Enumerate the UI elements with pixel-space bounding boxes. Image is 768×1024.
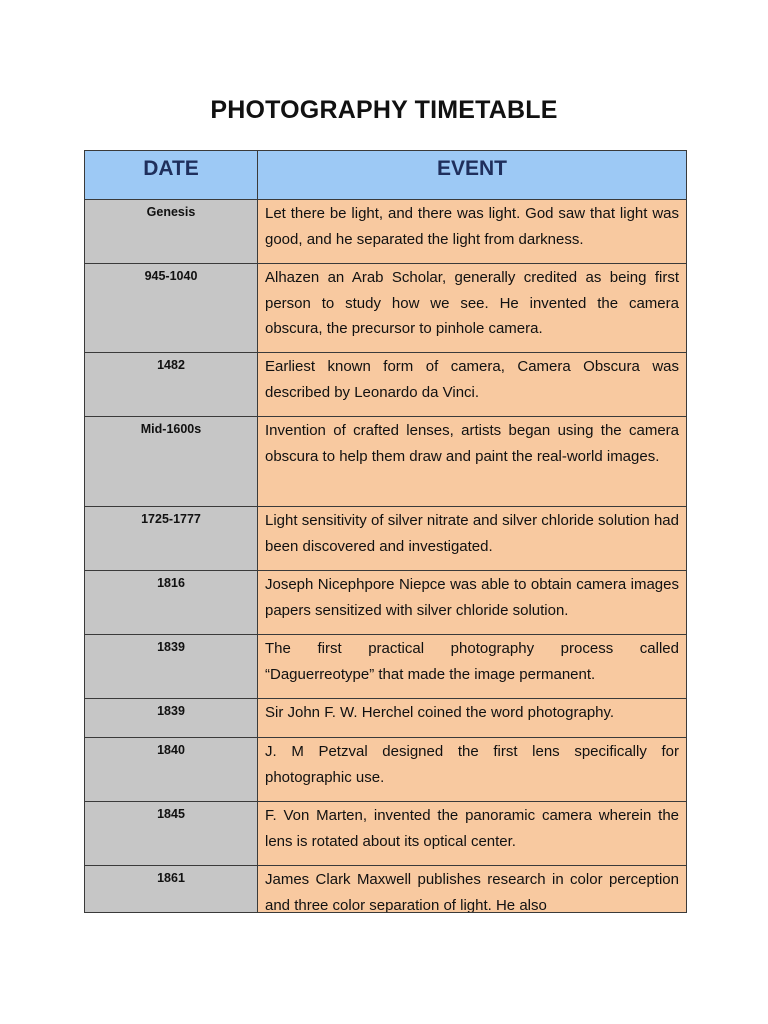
table-header-row — [85, 151, 687, 200]
date-cell: 1725-1777 — [85, 507, 258, 571]
timeline-table — [84, 150, 687, 913]
page-title: PHOTOGRAPHY TIMETABLE — [210, 96, 558, 124]
table-row — [85, 200, 687, 264]
event-cell — [258, 866, 687, 913]
event-cell: Invention of crafted lenses, artists began using the camera obscura to help them draw and paint the real-world images. — [258, 417, 687, 507]
event-cell: Alhazen an Arab Scholar, generally credited as being first person to study how we see. He invented the camera obscura, the precursor to pinhole camera. — [258, 264, 687, 353]
table-row — [85, 802, 687, 866]
date-cell: 1839 — [85, 635, 258, 699]
date-cell: Mid-1600s — [85, 417, 258, 507]
date-cell: Genesis — [85, 200, 258, 264]
date-cell: 945-1040 — [85, 264, 258, 353]
table-row — [85, 571, 687, 635]
date-cell: 1861 — [85, 866, 258, 913]
table-row — [85, 264, 687, 353]
date-column-header: DATE — [85, 151, 258, 200]
event-cell: Earliest known form of camera, Camera Obscura was described by Leonardo da Vinci. — [258, 353, 687, 417]
table-row — [85, 635, 687, 699]
date-cell: 1840 — [85, 738, 258, 802]
event-cell: Let there be light, and there was light. God saw that light was good, and he separated the light from darkness. — [258, 200, 687, 264]
event-cell: F. Von Marten, invented the panoramic camera wherein the lens is rotated about its optical center. — [258, 802, 687, 866]
event-cell: Sir John F. W. Herchel coined the word photography. — [258, 699, 687, 738]
event-cell: Light sensitivity of silver nitrate and silver chloride solution had been discovered and investigated. — [258, 507, 687, 571]
date-cell: 1816 — [85, 571, 258, 635]
table-row — [85, 699, 687, 738]
date-cell: 1845 — [85, 802, 258, 866]
table-row — [85, 866, 687, 913]
event-cell: The first practical photography process called “Daguerreotype” that made the image permanent. — [258, 635, 687, 699]
table-row — [85, 507, 687, 571]
event-column-header: EVENT — [258, 151, 687, 200]
table-row — [85, 738, 687, 802]
event-cell: J. M Petzval designed the first lens specifically for photographic use. — [258, 738, 687, 802]
date-cell: 1482 — [85, 353, 258, 417]
table-row — [85, 353, 687, 417]
date-cell: 1839 — [85, 699, 258, 738]
event-cell: Joseph Nicephpore Niepce was able to obtain camera images papers sensitized with silver chloride solution. — [258, 571, 687, 635]
table-row — [85, 417, 687, 507]
event-text: James Clark Maxwell publishes research in color perception and three color separation of light. He also — [265, 871, 679, 912]
